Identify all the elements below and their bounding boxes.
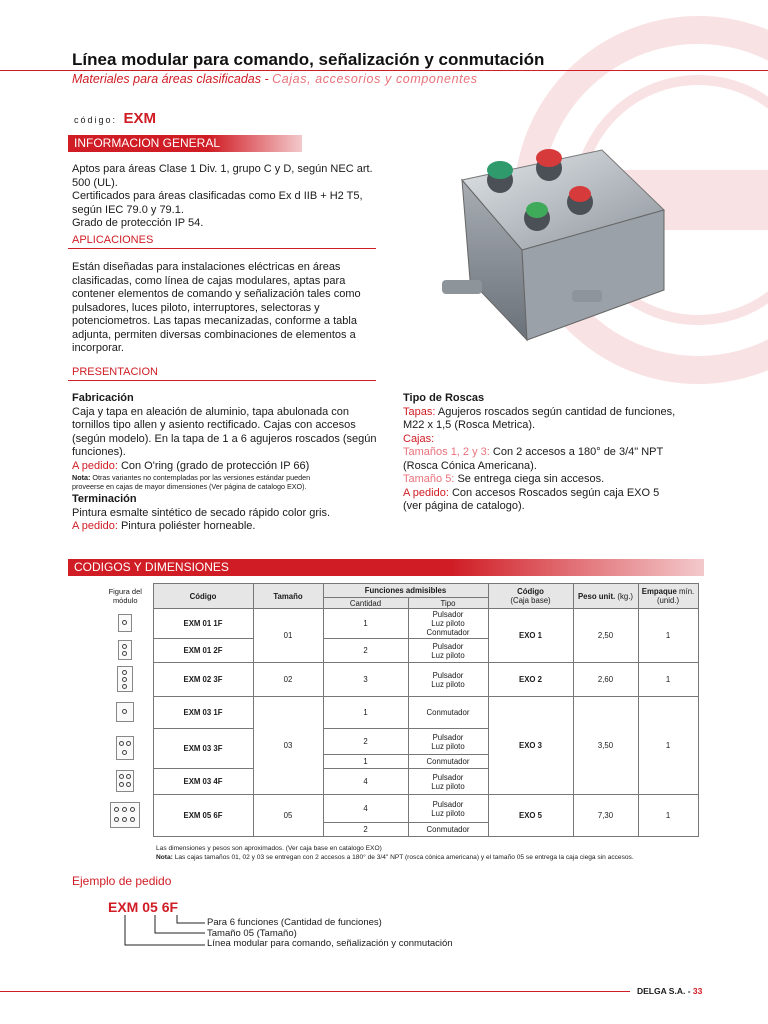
cell-tipo bbox=[408, 795, 488, 823]
tipo-line: Luz piloto bbox=[431, 808, 465, 818]
cell-cantidad: 3 bbox=[323, 663, 408, 697]
cell-tamano: 05 bbox=[253, 795, 323, 837]
cell-codigo: EXM 03 4F bbox=[153, 769, 253, 795]
cell-tamano: 03 bbox=[253, 697, 323, 795]
fabricacion-block bbox=[72, 392, 397, 534]
table-row bbox=[98, 663, 698, 697]
module-figure bbox=[98, 697, 153, 729]
cell-codigo: EXM 01 1F bbox=[153, 609, 253, 639]
module-4f-icon bbox=[116, 770, 134, 792]
fabricacion-line: (según modelo). En la tapa de 1 a 6 agujeros roscados (según bbox=[72, 432, 377, 445]
section-general: INFORMACION GENERAL bbox=[68, 135, 302, 152]
code-label: código: bbox=[74, 115, 118, 125]
ejemplo-connector-lines bbox=[115, 915, 210, 951]
tipo-line: Luz piloto bbox=[431, 619, 465, 628]
fabricacion-nota bbox=[72, 473, 397, 482]
peso-unit: (kg.) bbox=[617, 591, 634, 601]
fabricacion-line: Caja y tapa en aleación de aluminio, tapa abulonada con bbox=[72, 405, 350, 418]
table-row bbox=[98, 609, 698, 639]
table-row bbox=[98, 795, 698, 823]
legend-line: Tamaño 05 (Tamaño) bbox=[207, 927, 297, 939]
subtitle-part1: Materiales para áreas clasificadas - bbox=[72, 72, 269, 86]
module-figure bbox=[98, 729, 153, 769]
tam5-text: Se entrega ciega sin accesos. bbox=[457, 473, 605, 485]
cell-cantidad: 1 bbox=[323, 609, 408, 639]
section-codigos: CODIGOS Y DIMENSIONES bbox=[68, 559, 704, 576]
fabricacion-line: funciones). bbox=[72, 446, 126, 458]
tapas-label: Tapas: bbox=[403, 405, 436, 418]
cell-tamano: 01 bbox=[253, 609, 323, 663]
fabricacion-heading: Fabricación bbox=[72, 392, 134, 404]
aplicaciones-line: incorporar. bbox=[72, 342, 124, 354]
empaque-unit: (unid.) bbox=[656, 596, 680, 605]
module-figure bbox=[98, 795, 153, 837]
cell-cantidad: 1 bbox=[323, 697, 408, 729]
header-row bbox=[98, 584, 698, 598]
page-title: Línea modular para comando, señalización y conmutación bbox=[72, 50, 545, 69]
tapas-text: Agujeros roscados según cantidad de funciones, bbox=[437, 405, 676, 418]
header-tamano: Tamaño bbox=[253, 584, 323, 609]
cell-empaque: 1 bbox=[638, 697, 698, 795]
cell-caja: EXO 5 bbox=[488, 795, 573, 837]
terminacion-pedido bbox=[72, 520, 397, 534]
cell-peso: 2,60 bbox=[573, 663, 638, 697]
roscas-pedido bbox=[403, 487, 703, 501]
cell-tipo: Conmutador bbox=[408, 755, 488, 769]
pedido-text: Con O'ring (grado de protección IP 66) bbox=[120, 459, 310, 472]
tipo-line: Pulsador bbox=[432, 670, 464, 680]
aplicaciones-text bbox=[72, 261, 392, 356]
subtitle-part2: Cajas, accesorios y componentes bbox=[272, 72, 478, 86]
legend-line: Línea modular para comando, señalización y conmutación bbox=[207, 938, 453, 949]
product-code bbox=[74, 110, 156, 128]
tam123-label: Tamaños 1, 2 y 3: bbox=[403, 446, 490, 458]
tapas-line2: M22 x 1,5 (Rosca Metrica). bbox=[403, 419, 536, 431]
cell-caja: EXO 3 bbox=[488, 697, 573, 795]
caja-base-label: (Caja base) bbox=[510, 596, 551, 605]
general-line: 500 (UL). bbox=[72, 176, 118, 189]
cell-peso: 7,30 bbox=[573, 795, 638, 837]
cell-codigo: EXM 03 1F bbox=[153, 697, 253, 729]
module-figure bbox=[98, 609, 153, 639]
module-1f-icon bbox=[116, 702, 134, 722]
code-value: EXM bbox=[123, 110, 156, 127]
cell-tamano: 02 bbox=[253, 663, 323, 697]
tipo-line: Pulsador bbox=[432, 732, 464, 742]
product-photo bbox=[402, 140, 672, 370]
aplicaciones-line: clasificadas, como línea de cajas modulares, aptas para bbox=[72, 274, 346, 287]
pedido-label: A pedido: bbox=[72, 459, 118, 472]
cell-empaque: 1 bbox=[638, 795, 698, 837]
cell-tipo bbox=[408, 729, 488, 755]
header-tipo: Tipo bbox=[408, 598, 488, 609]
presentacion-rule bbox=[68, 380, 376, 381]
module-2f-icon bbox=[118, 640, 132, 660]
header-empaque bbox=[638, 584, 698, 609]
cell-cantidad: 1 bbox=[323, 755, 408, 769]
cell-tipo: Conmutador bbox=[408, 697, 488, 729]
aplicaciones-line: potenciometros. Las tapas mecanizadas, conforme a tabla bbox=[72, 315, 357, 327]
general-text bbox=[72, 163, 392, 231]
empaque-label: Empaque bbox=[641, 587, 677, 596]
module-figure bbox=[98, 639, 153, 663]
table-notes bbox=[156, 844, 634, 862]
module-figure bbox=[98, 769, 153, 795]
fabricacion-pedido bbox=[72, 460, 397, 474]
general-line: según IEC 79.0 y 79.1. bbox=[72, 203, 184, 216]
cell-caja: EXO 2 bbox=[488, 663, 573, 697]
code-part-funciones: 6F bbox=[161, 899, 179, 915]
tipo-line: Pulsador bbox=[432, 799, 464, 809]
cell-cantidad: 2 bbox=[323, 639, 408, 663]
cell-codigo: EXM 03 3F bbox=[153, 729, 253, 769]
aplicaciones-line: adjunta, permiten diversas combinaciones de elementos a bbox=[72, 328, 356, 341]
ejemplo-legend bbox=[207, 918, 453, 950]
title-rule bbox=[0, 70, 768, 71]
header-figura: Figura del módulo bbox=[98, 584, 153, 609]
footer-rule bbox=[0, 991, 630, 992]
tam5-label: Tamaño 5: bbox=[403, 473, 455, 485]
roscas-tapas bbox=[403, 406, 703, 420]
tipo-line: Pulsador bbox=[432, 641, 464, 651]
header-codigo-caja bbox=[488, 584, 573, 609]
roscas-tam5 bbox=[403, 473, 703, 487]
tipo-line: Pulsador bbox=[432, 610, 464, 619]
general-line: Aptos para áreas Clase 1 Div. 1, grupo C y D, según NEC art. bbox=[72, 163, 373, 175]
cell-cantidad: 4 bbox=[323, 795, 408, 823]
tipo-line: Pulsador bbox=[432, 772, 464, 782]
module-6f-icon bbox=[110, 802, 140, 828]
cell-empaque: 1 bbox=[638, 663, 698, 697]
cell-empaque: 1 bbox=[638, 609, 698, 663]
dimensions-table bbox=[98, 583, 699, 837]
module-3f-icon bbox=[116, 736, 134, 760]
code-part-linea: EXM bbox=[108, 899, 139, 915]
cell-caja: EXO 1 bbox=[488, 609, 573, 663]
codigo-caja-label: Código bbox=[517, 587, 544, 596]
roscas-block bbox=[403, 392, 703, 514]
empaque-min: mín. bbox=[679, 587, 695, 596]
cell-tipo bbox=[408, 609, 488, 639]
nota-text: proveerse en cajas de mayor dimensiones (Ver página de catalogo EXO). bbox=[72, 482, 307, 491]
cell-cantidad: 2 bbox=[323, 729, 408, 755]
tipo-line: Luz piloto bbox=[431, 781, 465, 791]
cell-cantidad: 4 bbox=[323, 769, 408, 795]
aplicaciones-line: pulsadores, luces piloto, interruptores, selectoras y bbox=[72, 301, 320, 314]
tam123-text: Con 2 accesos a 180° de 3/4" NPT bbox=[492, 446, 664, 458]
nota-label: Nota: bbox=[72, 473, 91, 482]
note-label: Nota: bbox=[156, 854, 173, 861]
header-codigo: Código bbox=[153, 584, 253, 609]
page-number: 33 bbox=[692, 986, 703, 996]
roscas-tam123 bbox=[403, 446, 703, 460]
cell-tipo bbox=[408, 663, 488, 697]
cell-codigo: EXM 05 6F bbox=[153, 795, 253, 837]
cell-codigo: EXM 02 3F bbox=[153, 663, 253, 697]
module-3f-icon bbox=[117, 666, 133, 692]
header-cantidad: Cantidad bbox=[323, 598, 408, 609]
table-row bbox=[98, 697, 698, 729]
footer-sep: - bbox=[687, 986, 691, 996]
cell-tipo bbox=[408, 639, 488, 663]
tipo-line: Luz piloto bbox=[431, 650, 465, 660]
pedido-label: A pedido: bbox=[403, 486, 449, 499]
cell-peso: 3,50 bbox=[573, 697, 638, 795]
pedido-line2: (ver página de catalogo). bbox=[403, 500, 525, 512]
pedido-text: Con accesos Roscados según caja EXO 5 bbox=[451, 486, 660, 499]
cell-peso: 2,50 bbox=[573, 609, 638, 663]
tipo-line: Luz piloto bbox=[431, 741, 465, 751]
note-line1: Las dimensiones y pesos son aproximados. (Ver caja base en catalogo EXO) bbox=[156, 845, 382, 852]
nota-text: Otras variantes no contempladas por las versiones estándar pueden bbox=[92, 473, 311, 482]
module-1f-icon bbox=[118, 614, 132, 632]
ejemplo-code bbox=[108, 899, 178, 915]
tipo-line: Luz piloto bbox=[431, 679, 465, 689]
cell-codigo: EXM 01 2F bbox=[153, 639, 253, 663]
fabricacion-line: tornillos tipo allen y asiento rectificado. Cajas con accesos bbox=[72, 419, 356, 431]
header-funciones: Funciones admisibles bbox=[323, 584, 488, 598]
tipo-line: Conmutador bbox=[426, 628, 470, 637]
general-line: Grado de protección IP 54. bbox=[72, 217, 204, 229]
section-presentacion: PRESENTACION bbox=[72, 366, 158, 378]
code-part-tamano: 05 bbox=[142, 899, 158, 915]
pedido-label: A pedido: bbox=[72, 520, 118, 532]
note-line2: Las cajas tamaños 01, 02 y 03 se entregan con 2 accesos a 180° de 3/4" NPT (rosca cónica americana) y el tamaño 05 se entrega la caja ciega sin accesos. bbox=[174, 854, 634, 861]
roscas-heading: Tipo de Roscas bbox=[403, 392, 485, 404]
tam123-line2: (Rosca Cónica Americana). bbox=[403, 459, 537, 472]
cell-cantidad: 2 bbox=[323, 823, 408, 837]
footer-company: DELGA S.A. bbox=[637, 986, 686, 996]
terminacion-line: Pintura esmalte sintético de secado rápido color gris. bbox=[72, 506, 331, 519]
peso-label: Peso unit. bbox=[577, 591, 616, 601]
ejemplo-heading: Ejemplo de pedido bbox=[72, 874, 172, 888]
cell-tipo: Conmutador bbox=[408, 823, 488, 837]
header-peso bbox=[573, 584, 638, 609]
subtitle bbox=[72, 72, 478, 86]
general-line: Certificados para áreas clasificadas como Ex d IIB + H2 T5, bbox=[72, 190, 363, 202]
aplicaciones-line: contener elementos de comando y señalización tales como bbox=[72, 288, 361, 300]
legend-line: Para 6 funciones (Cantidad de funciones) bbox=[207, 917, 382, 928]
section-aplicaciones: APLICACIONES bbox=[72, 234, 154, 246]
cajas-label: Cajas: bbox=[403, 432, 435, 445]
pedido-text: Pintura poliéster horneable. bbox=[120, 520, 256, 532]
module-figure bbox=[98, 663, 153, 697]
aplicaciones-rule bbox=[68, 248, 376, 249]
footer bbox=[637, 986, 702, 996]
cell-tipo bbox=[408, 769, 488, 795]
aplicaciones-line: Están diseñadas para instalaciones eléctricas en áreas bbox=[72, 261, 341, 273]
terminacion-heading: Terminación bbox=[72, 493, 137, 505]
